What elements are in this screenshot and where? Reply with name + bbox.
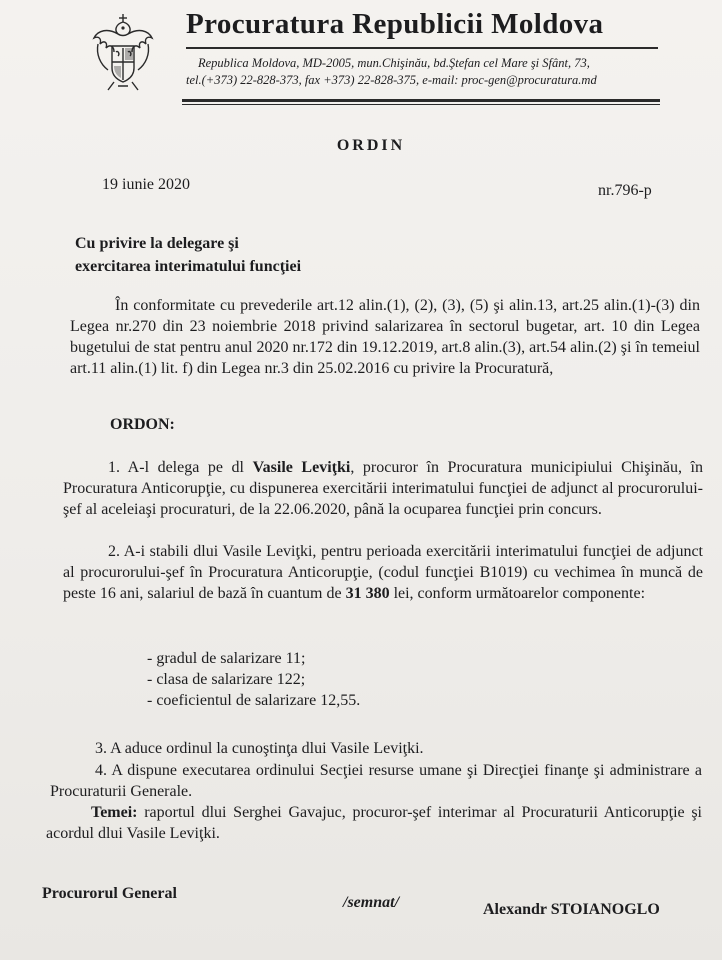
header-rule-top — [186, 47, 658, 49]
order-item-4: 4. A dispune executarea ordinului Secţiei resurse umane şi Direcţiei finanţe şi administrare a Procuraturii Generale. — [50, 762, 702, 800]
ordon-heading: ORDON: — [110, 416, 175, 433]
item1-text: , procuror în Procuratura municipiului Chişinău, în Procuratura Anticorupţie, cu dispunerea exercitării interimatului funcţiei de adjunct al procurorului-şef al aceleiaşi procuraturi, de la 22.06.2020, până la ocuparea funcţiei prin concurs. — [63, 459, 703, 518]
list-item: - clasa de salarizare 122; — [147, 671, 306, 688]
basis-label: Temei: — [91, 804, 138, 821]
item1-prefix: 1. A-l delega pe dl — [108, 459, 253, 476]
list-item: - coeficientul de salarizare 12,55. — [147, 692, 361, 709]
intro-paragraph: În conformitate cu prevederile art.12 alin.(1), (2), (3), (5) şi alin.13, art.25 alin.(1)-(3) din Legea nr.270 din 23 noiembrie 2018 privind salarizarea în sectorul bugetar, art. 10 din Legea bugetului de stat pentru anul 2020 nr.172 din 19.12.2019, art.8 alin.(3), art.54 alin.(2) şi în temeiul art.11 alin.(1) lit. f) din Legea nr.3 din 25.02.2016 cu privire la Procuratură, — [70, 297, 700, 377]
header-address — [186, 55, 597, 89]
item2-text: lei, conform următoarelor componente: — [389, 585, 646, 602]
salary-amount: 31 380 — [345, 585, 390, 602]
contact-line: tel.(+373) 22-828-373, fax +373) 22-828-375, e-mail: proc-gen@procuratura.md — [186, 73, 597, 87]
institution-title: Procuratura Republicii Moldova — [186, 8, 604, 40]
document-number: nr.796-p — [598, 182, 652, 199]
coat-of-arms-icon — [88, 10, 158, 96]
list-item: - gradul de salarizare 11; — [147, 650, 306, 667]
basis-paragraph — [46, 802, 702, 844]
person-name: Vasile Leviţki — [252, 459, 351, 476]
salary-components-list — [147, 648, 360, 711]
order-item-3: 3. A aduce ordinul la cunoştinţa dlui Vasile Leviţki. — [95, 740, 424, 757]
order-item-1 — [63, 457, 703, 520]
subject-line: exercitarea interimatului funcţiei — [75, 258, 302, 275]
header-rule-thin — [182, 104, 660, 105]
basis-text: raportul dlui Serghei Gavajuc, procuror-şef interimar al Procuraturii Anticorupţie şi acordul dlui Vasile Leviţki. — [46, 804, 702, 842]
document-subject — [75, 232, 301, 278]
address-line: Republica Moldova, MD-2005, mun.Chişinău, bd.Ştefan cel Mare şi Sfânt, 73, — [198, 56, 590, 70]
header-rule-thick — [182, 99, 660, 102]
item2-prefix: 2. A-i stabili dlui Vasile Leviţki, pentru perioada exercitării interimatului funcţiei de adjunct al procurorului-şef în Procuratura Anticorupţie, (codul funcţiei B1019) cu vechimea în muncă de peste 16 ani, salariul de bază în cuantum de — [63, 543, 703, 602]
signed-mark: /semnat/ — [343, 894, 400, 911]
signatory-name: Alexandr STOIANOGLO — [483, 901, 660, 918]
signatory-role: Procurorul General — [42, 885, 177, 902]
subject-line: Cu privire la delegare şi — [75, 235, 239, 252]
document-title: ORDIN — [336, 137, 406, 154]
order-item-2 — [63, 541, 703, 604]
document-date: 19 iunie 2020 — [102, 176, 190, 193]
